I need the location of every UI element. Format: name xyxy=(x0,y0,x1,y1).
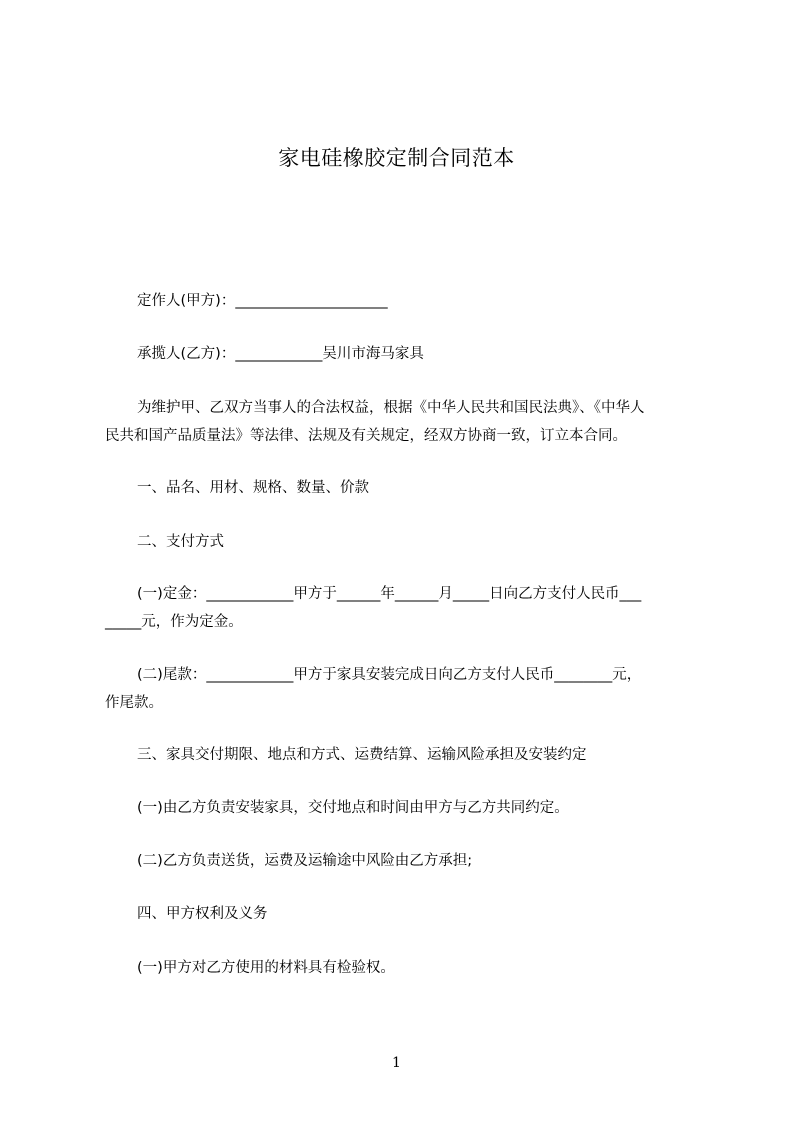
section-2-heading: 二、支付方式 xyxy=(137,534,224,550)
section-1-heading: 一、品名、用材、规格、数量、价款 xyxy=(137,480,369,496)
preamble-line-1: 为维护甲、乙双方当事人的合法权益，根据《中华人民共和国民法典》、《中华人 xyxy=(137,400,645,416)
page-title: 家电硅橡胶定制合同范本 xyxy=(278,146,515,170)
balance-line-1: (二)尾款：____________甲方于家具安装完成日向乙方支付人民币________元， xyxy=(137,667,642,683)
preamble-line-2: 民共和国产品质量法》等法律、法规及有关规定，经双方协商一致，订立本合同。 xyxy=(105,428,627,444)
deposit-line-2: _____元，作为定金。 xyxy=(105,614,243,630)
section-3-item-1: (一)由乙方负责安装家具，交付地点和时间由甲方与乙方共同约定。 xyxy=(137,800,569,816)
preamble-paragraph xyxy=(105,394,702,450)
section-3-item-2: (二)乙方负责送货，运费及运输途中风险由乙方承担; xyxy=(137,853,473,869)
deposit-line-1: (一)定金：____________甲方于______年______月_____日向乙方支付人民币___ xyxy=(137,586,642,602)
party-b-line: 承揽人(乙方)：____________吴川市海马家具 xyxy=(137,346,424,362)
section-4-heading: 四、甲方权利及义务 xyxy=(137,906,268,922)
page-number: 1 xyxy=(392,1055,401,1071)
balance-line-2: 作尾款。 xyxy=(105,695,163,711)
section-3-heading: 三、家具交付期限、地点和方式、运费结算、运输风险承担及安装约定 xyxy=(137,747,587,763)
balance-paragraph xyxy=(105,661,702,717)
party-a-line: 定作人(甲方)：_____________________ xyxy=(137,293,388,309)
section-4-item-1: (一)甲方对乙方使用的材料具有检验权。 xyxy=(137,960,395,976)
deposit-paragraph xyxy=(105,580,702,636)
